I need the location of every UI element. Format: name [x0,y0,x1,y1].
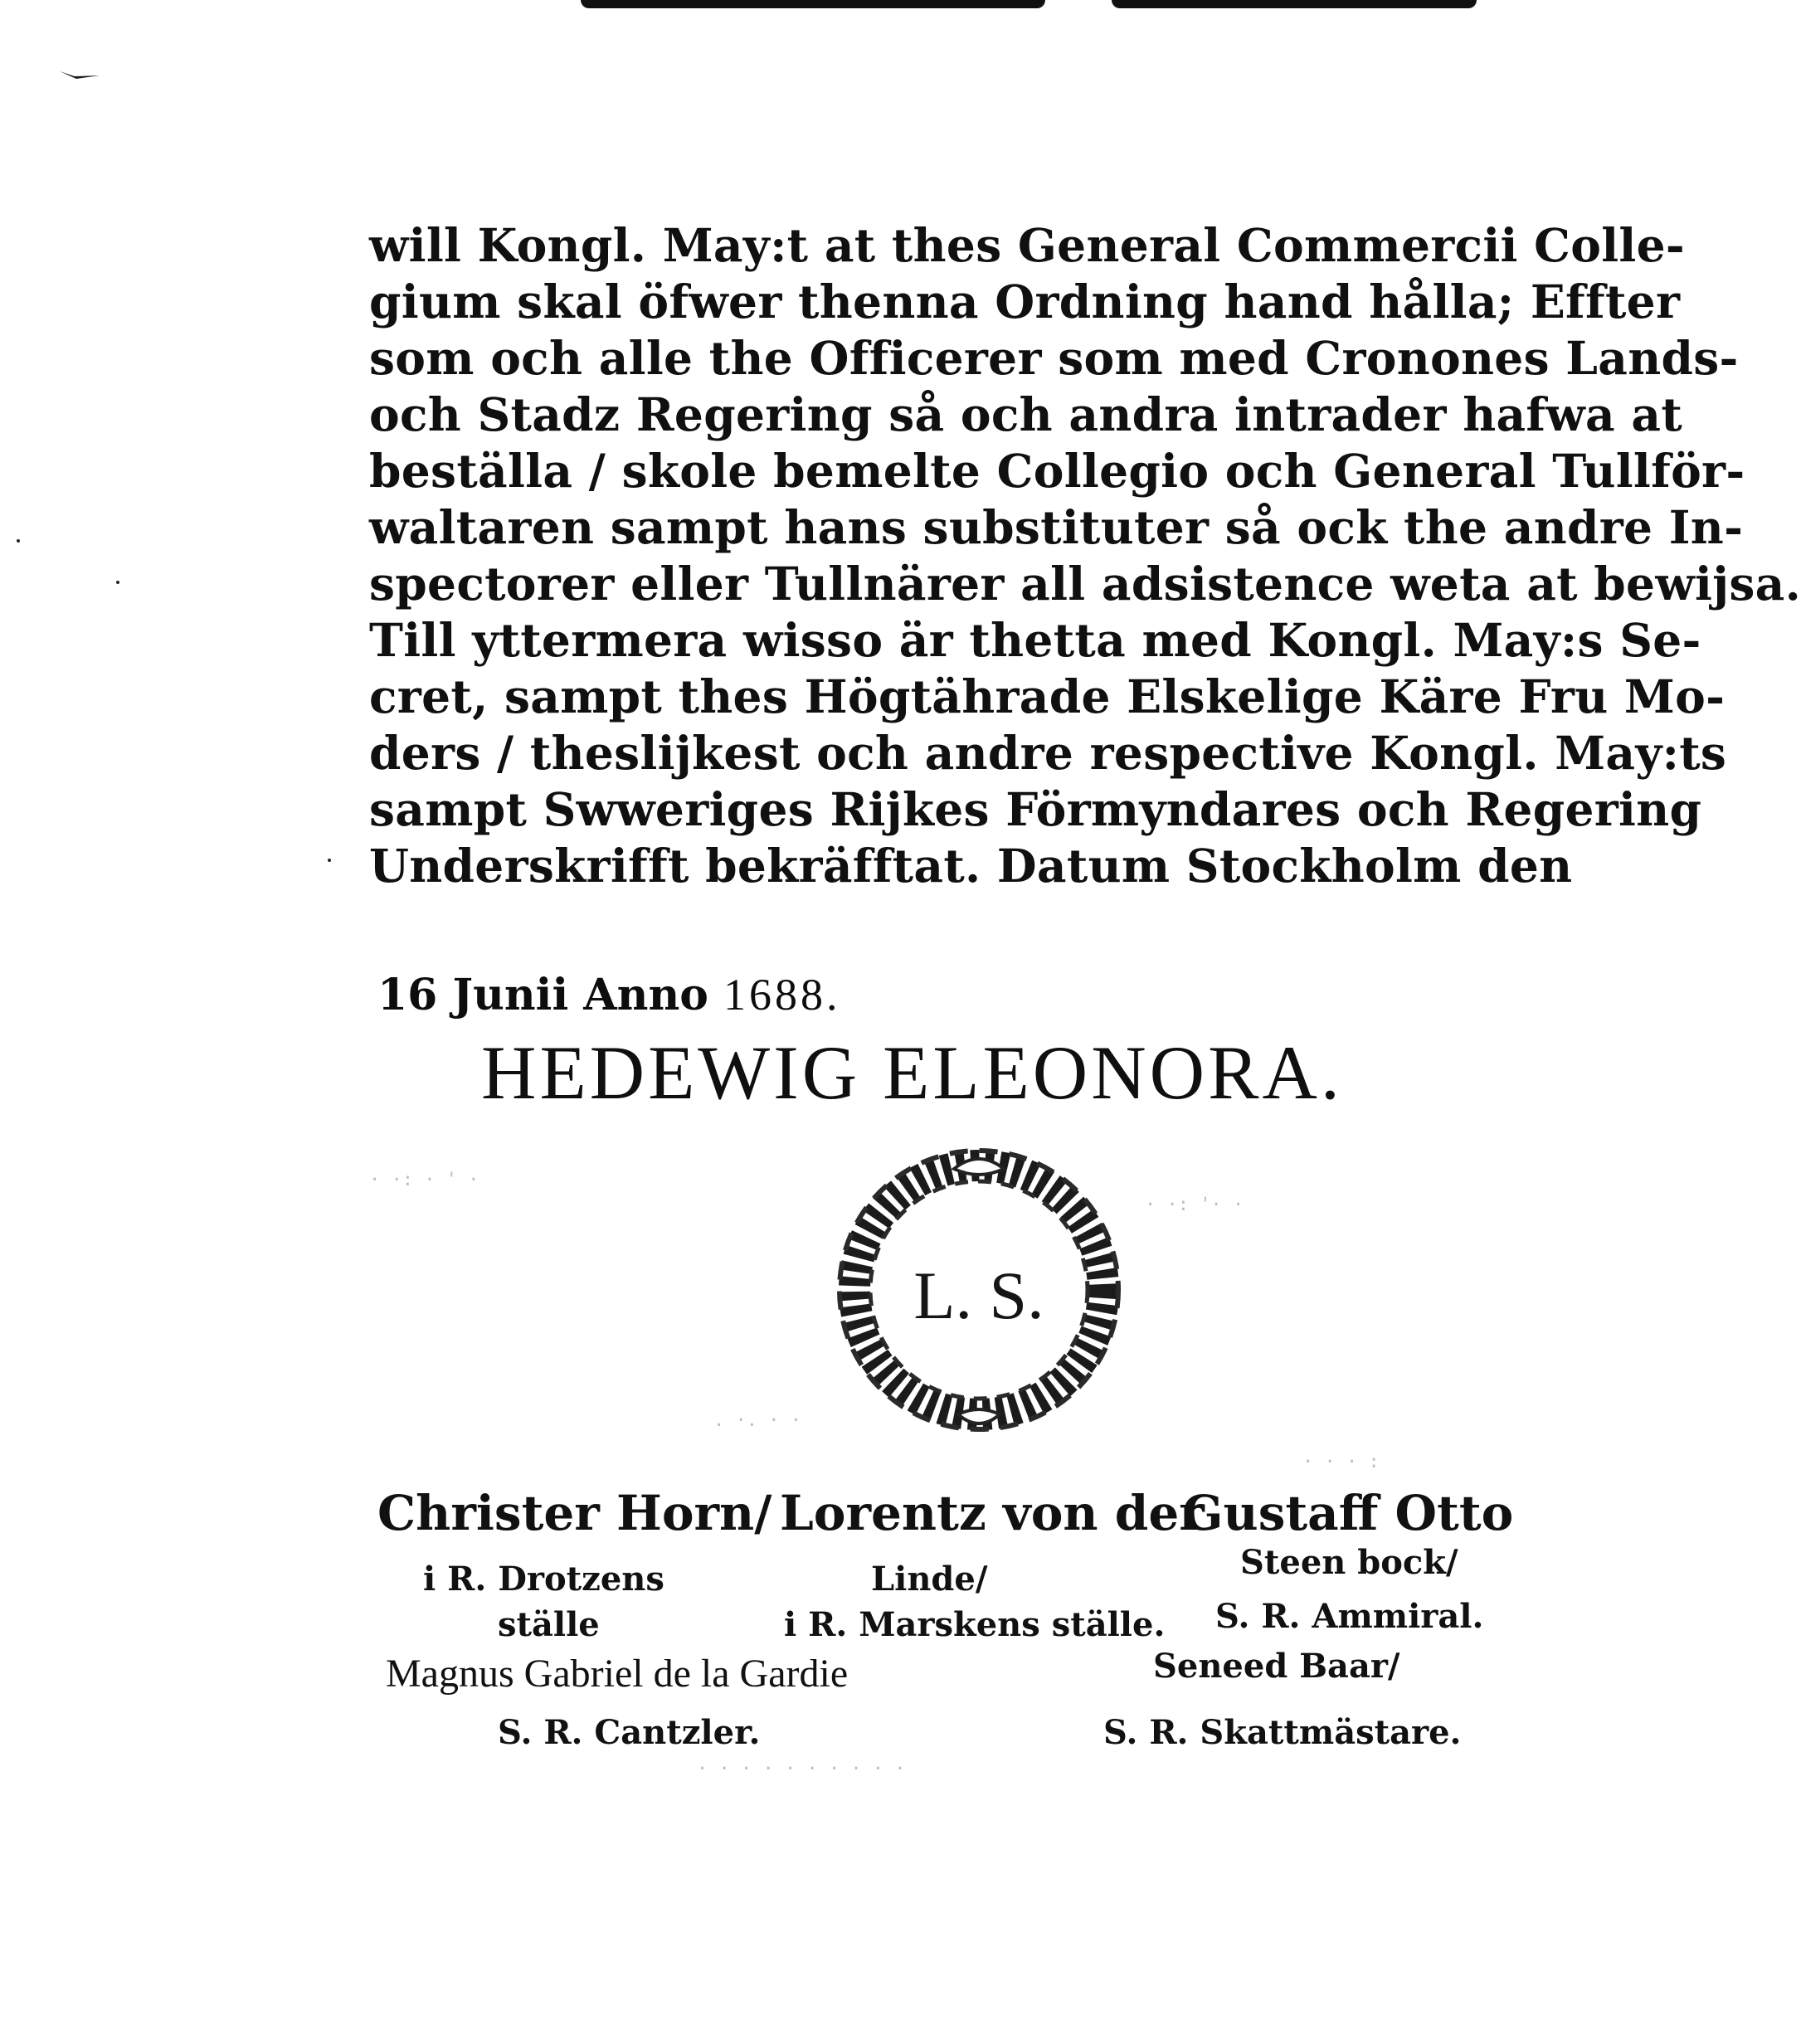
body-line: och Stadz Regering så och andra intrader hafwa at [369,387,1683,441]
body-line: gium skal öfwer thenna Ordning hand hålla; Effter [369,275,1681,328]
ink-mark-icon [58,68,101,83]
signature-steenbock-name: Gustaff Otto [1182,1485,1514,1541]
paper-speck [116,581,119,584]
seal-text: L. S. [913,1258,1044,1333]
signature-gardie-name: Magnus Gabriel de la Gardie [386,1652,849,1696]
signature-horn-title-2: ställe [498,1605,600,1644]
body-line: ders / theslijkest och andre respective Kongl. May:ts [369,726,1727,780]
show-through-noise: · · · : [1302,1452,1380,1472]
date-day-month: 16 Junii Anno [377,970,708,1020]
signature-linde-name-2: Linde/ [871,1560,988,1599]
body-line: sampt Swweriges Rijkes Förmyndares och Regering [369,782,1702,836]
body-line: spectorer eller Tullnärer all adsistence weta at bewijsa. [369,557,1801,611]
signature-gardie-title: S. R. Cantzler. [498,1713,761,1752]
paper-speck [328,859,331,862]
signer-name: HEDEWIG ELEONORA. [481,1030,1343,1115]
body-line: will Kongl. May:t at thes General Commercii Colle- [369,218,1686,272]
show-through-noise: · ·: · ' · [369,1170,479,1190]
proclamation-body [369,217,1801,894]
body-line: waltaren sampt hans substituter så ock the andre In- [369,500,1744,554]
signature-horn-title: i R. Drotzens [423,1560,664,1599]
date-line [377,969,841,1020]
wreath-seal [830,1141,1128,1439]
show-through-noise: . ·. · · [713,1410,801,1431]
signature-steenbock-name-2: Steen bock/ [1240,1543,1458,1582]
signature-baar-name: Seneed Baar/ [1153,1647,1400,1686]
signature-horn-name: Christer Horn/ [377,1485,772,1541]
paper-speck [17,539,20,543]
show-through-noise: · ·: '· · [1145,1195,1244,1215]
signature-steenbock-title: S. R. Ammiral. [1215,1597,1484,1636]
signature-baar-title: S. R. Skattmästare. [1103,1713,1462,1752]
date-year: 1688. [723,970,841,1020]
body-line: Underskrifft bekräfftat. Datum Stockholm den [369,839,1573,893]
body-line: beställa / skole bemelte Collegio och General Tullför- [369,444,1745,498]
top-edge-smudge [581,0,1045,8]
body-line: cret, sampt thes Högtährade Elskelige Käre Fru Mo- [369,669,1726,723]
show-through-noise: · · · · · · · · · · [697,1759,906,1779]
signature-linde-title: i R. Marskens ställe. [784,1605,1166,1644]
body-line: som och alle the Officerer som med Cronones Lands- [369,331,1739,385]
signature-linde-name: Lorentz von der [780,1485,1205,1541]
body-line: Till yttermera wisso är thetta med Kongl. May:s Se- [369,613,1701,667]
top-edge-smudge-right [1112,0,1477,8]
